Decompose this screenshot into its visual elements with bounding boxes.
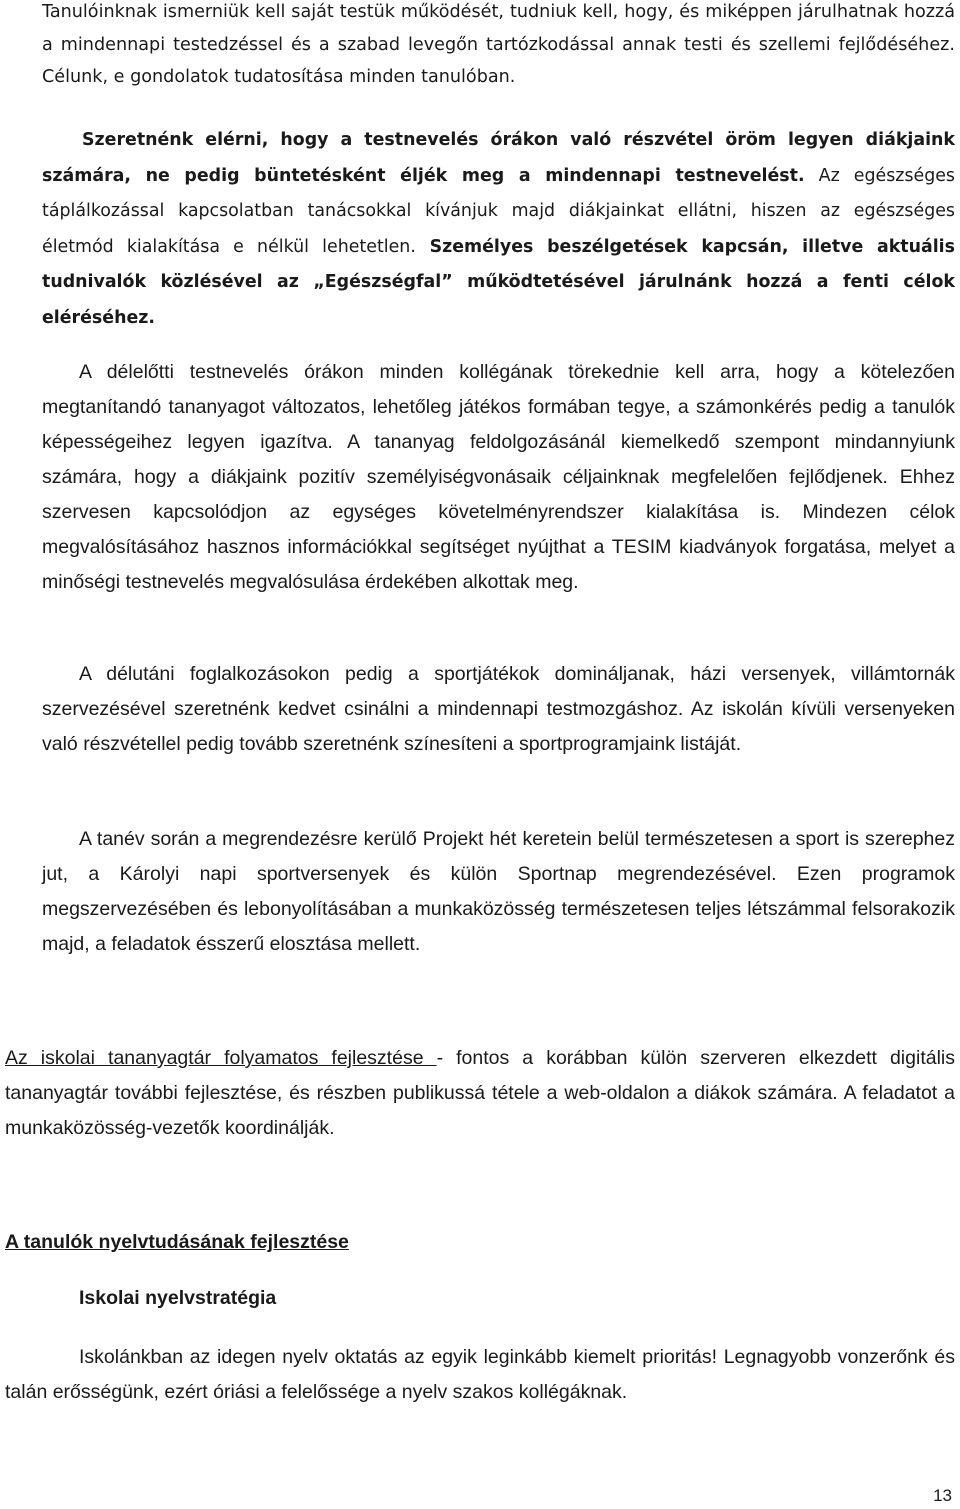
paragraph-afternoon-activities — [42, 657, 955, 762]
paragraph-text: A délutáni foglalkozásokon pedig a sportjátékok domináljanak, házi versenyek, villámtornák szervezésével szeretnénk kedvet csinálni a mindennapi testmozgáshoz. Az iskolán kívüli versenyeken való részvétellel pedig tovább szeretnénk színesíteni a sportprogramjaink listáját. — [42, 663, 955, 755]
paragraph-morning-lessons — [42, 355, 955, 600]
paragraph-text: Tanulóinknak ismerniük kell saját testük működését, tudniuk kell, hogy, és miképpen járulhatnak hozzá a mindennapi testedzéssel és a szabad levegőn tartózkodással annak testi és szellemi fejlődéséhez. Célunk, e gondolatok tudatosítása minden tanulóban. — [42, 2, 955, 87]
paragraph-project-week — [42, 822, 955, 962]
paragraph-text: - fontos a korábban külön szerveren elkezdett digitális tananyagtár további fejlesztése, és részben publikussá tétele a web-oldalon a diákok számára. A feladatot a munkaközösség-vezetők koordinálják. — [5, 1047, 955, 1139]
regular-text: Az egészséges táplálkozással kapcsolatban tanácsokkal kívánjuk majd diákjainkat ellátni, hiszen az egészséges életmód kialakítása e nélkül lehetetlen. — [42, 165, 955, 257]
section-heading: A tanulók nyelvtudásának fejlesztése — [5, 1231, 349, 1253]
underlined-text: Az iskolai tananyagtár folyamatos fejlesztése — [5, 1047, 437, 1069]
paragraph-text: A tanév során a megrendezésre kerülő Projekt hét keretein belül természetesen a sport is szerephez jut, a Károlyi napi sportversenyek és külön Sportnap megrendezésével. Ezen programok megszervezésében és lebonyolításában a munkaközösség természetesen teljes létszámmal felsorakozik majd, a feladatok ésszerű elosztása mellett. — [42, 828, 955, 955]
paragraph-pe-goals — [42, 123, 955, 336]
paragraph-language-priority — [5, 1340, 955, 1410]
paragraph-material-repository — [5, 1041, 955, 1146]
subsection-heading: Iskolai nyelvstratégia — [79, 1287, 277, 1309]
bold-text: Szeretnénk elérni, hogy a testnevelés órákon való részvétel öröm legyen diákjaink számára, ne pedig büntetésként éljék meg a mindennapi testnevelést. — [42, 130, 955, 186]
paragraph-text: A délelőtti testnevelés órákon minden kollégának törekednie kell arra, hogy a kötelezően megtanítandó tananyagot változatos, lehetőleg játékos formában tegye, a számonkérés pedig a tanulók képességeihez legyen igazítva. A tananyag feldolgozásánál kiemelkedő szempont mindannyiunk számára, hogy a diákjaink pozitív személyiségvonásaik céljainknak megfelelően fejlődjenek. Ehhez szervesen kapcsolódjon az egységes követelményrendszer kialakítása is. Mindezen célok megvalósításához hasznos információkkal segítséget nyújthat a TESIM kiadványok forgatása, melyet a minőségi testnevelés megvalósulása érdekében alkottak meg. — [42, 361, 955, 593]
page-number: 13 — [933, 1486, 952, 1505]
paragraph-text: Iskolánkban az idegen nyelv oktatás az egyik leginkább kiemelt prioritás! Legnagyobb vonzerőnk és talán erősségünk, ezért óriási a felelőssége a nyelv szakos kollégáknak. — [5, 1346, 955, 1403]
bold-text-end: Személyes beszélgetések kapcsán, illetve aktuális tudnivalók közlésével az „Egészségfal” működtetésével járulnánk hozzá a fenti célok eléréséhez. — [42, 236, 955, 328]
paragraph-health-awareness — [42, 0, 955, 94]
